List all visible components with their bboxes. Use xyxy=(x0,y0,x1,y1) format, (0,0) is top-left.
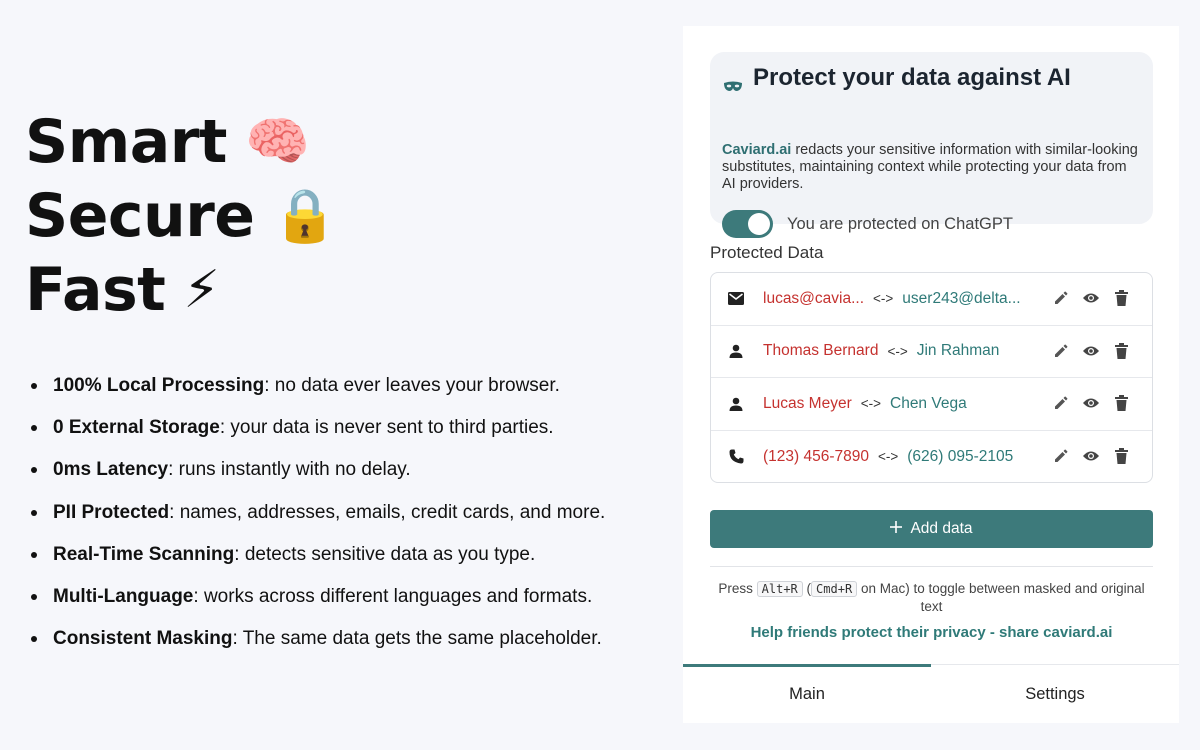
email-icon xyxy=(727,290,745,308)
toggle-knob xyxy=(748,213,770,235)
protection-toggle-row xyxy=(722,210,1013,238)
mapping-arrow: <-> xyxy=(873,291,894,307)
headline-fast: Fast ⚡ xyxy=(25,255,220,325)
feature-item: Consistent Masking: The same data gets the same placeholder. xyxy=(25,618,675,660)
lightning-icon: ⚡ xyxy=(183,260,220,320)
view-icon[interactable] xyxy=(1082,289,1100,307)
extension-panel xyxy=(683,26,1179,723)
marketing-section xyxy=(25,105,675,660)
protected-data-list xyxy=(710,272,1153,483)
replacement-value: (626) 095-2105 xyxy=(907,447,1014,465)
plus-icon xyxy=(890,520,902,538)
original-value: lucas@cavia... xyxy=(763,289,865,307)
share-link[interactable]: Help friends protect their privacy - share caviard.ai xyxy=(750,624,1113,641)
delete-icon[interactable] xyxy=(1112,447,1130,465)
edit-icon[interactable] xyxy=(1052,394,1070,412)
original-value: Thomas Bernard xyxy=(763,342,879,360)
tab-settings[interactable]: Settings xyxy=(1025,684,1085,703)
feature-item: Real-Time Scanning: detects sensitive data as you type. xyxy=(25,534,675,576)
brain-icon: 🧠 xyxy=(245,112,310,172)
row-actions xyxy=(1052,447,1130,465)
panel-description: Caviard.ai redacts your sensitive information with similar-looking substitutes, maintaining context while protecting your data from AI providers. xyxy=(722,142,1138,192)
person-icon xyxy=(727,395,745,413)
mapping-arrow: <-> xyxy=(887,343,908,359)
edit-icon[interactable] xyxy=(1052,447,1070,465)
shortcut-hint: Press Alt+R ( Cmd+R on Mac) to toggle between masked and original text xyxy=(718,581,1145,614)
replacement-value: Chen Vega xyxy=(890,394,967,412)
toggle-label: You are protected on ChatGPT xyxy=(787,214,1013,233)
protection-toggle[interactable] xyxy=(722,210,773,238)
row-actions xyxy=(1052,289,1130,307)
edit-icon[interactable] xyxy=(1052,289,1070,307)
divider xyxy=(710,566,1153,567)
mapping-arrow: <-> xyxy=(860,396,881,412)
lock-icon: 🔒 xyxy=(272,186,337,246)
delete-icon[interactable] xyxy=(1112,394,1130,412)
add-data-button[interactable]: Add data xyxy=(710,510,1153,548)
replacement-value: user243@delta... xyxy=(902,289,1021,307)
delete-icon[interactable] xyxy=(1112,342,1130,360)
view-icon[interactable] xyxy=(1082,342,1100,360)
protection-card xyxy=(710,52,1153,233)
kbd-cmd-r: Cmd+R xyxy=(811,581,857,597)
edit-icon[interactable] xyxy=(1052,342,1070,360)
brand-name: Caviard.ai xyxy=(722,142,792,158)
headline-secure: Secure 🔒 xyxy=(25,181,337,251)
replacement-value: Jin Rahman xyxy=(916,342,1000,360)
panel-title: Protect your data against AI xyxy=(723,64,1071,92)
feature-item: 100% Local Processing: no data ever leaves your browser. xyxy=(25,365,675,407)
feature-item: Multi-Language: works across different languages and formats. xyxy=(25,576,675,618)
feature-list xyxy=(25,365,675,660)
tab-main[interactable]: Main xyxy=(683,665,931,723)
row-actions xyxy=(1052,394,1130,412)
kbd-alt-r: Alt+R xyxy=(757,581,803,597)
protected-data-title: Protected Data xyxy=(710,243,824,262)
original-value: Lucas Meyer xyxy=(763,394,852,412)
row-actions xyxy=(1052,342,1130,360)
original-value: (123) 456-7890 xyxy=(763,447,869,465)
table-row xyxy=(711,378,1152,431)
mapping-arrow: <-> xyxy=(878,449,899,465)
table-row xyxy=(711,273,1152,326)
phone-icon xyxy=(727,448,745,466)
table-row xyxy=(711,326,1152,379)
tab-bar xyxy=(683,664,1179,723)
headline-smart: Smart 🧠 xyxy=(25,107,310,177)
feature-item: 0 External Storage: your data is never sent to third parties. xyxy=(25,407,675,449)
feature-item: 0ms Latency: runs instantly with no delay. xyxy=(25,449,675,491)
table-row xyxy=(711,431,1152,484)
feature-item: PII Protected: names, addresses, emails, credit cards, and more. xyxy=(25,492,675,534)
person-icon xyxy=(727,342,745,360)
view-icon[interactable] xyxy=(1082,447,1100,465)
view-icon[interactable] xyxy=(1082,394,1100,412)
delete-icon[interactable] xyxy=(1112,289,1130,307)
mask-icon xyxy=(723,72,743,84)
